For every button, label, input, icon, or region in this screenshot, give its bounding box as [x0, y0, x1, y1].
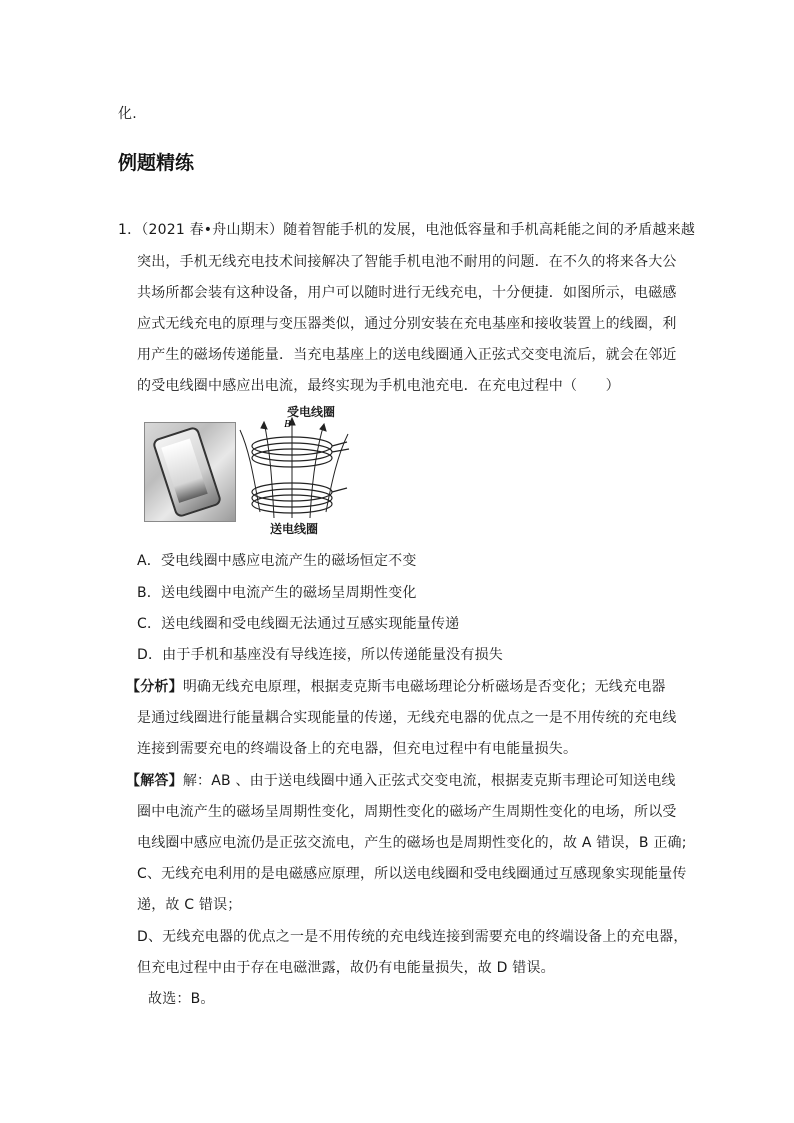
- coil-diagram: [142, 400, 374, 540]
- analysis-tag: 【分析】: [126, 679, 183, 695]
- analysis-line: 连接到需要充电的终端设备上的充电器，但充电过程中有电能量损失。: [137, 741, 578, 757]
- field-symbol: B: [284, 418, 291, 430]
- question-line: 1．（2021 春•舟山期末）随着智能手机的发展，电池低容量和手机高耗能之间的矛盾越来越: [118, 222, 696, 238]
- intro-tail: 化.: [118, 106, 137, 122]
- question-line: 共场所都会装有这种设备，用户可以随时进行无线充电，十分便捷．如图所示，电磁感: [137, 285, 677, 301]
- analysis-line: 明确无线充电原理，根据麦克斯韦电磁场理论分析磁场是否变化；无线充电器: [182, 679, 666, 695]
- receiver-coil: [252, 437, 349, 467]
- option-c: C．送电线圈和受电线圈无法通过互感实现能量传递: [137, 616, 460, 632]
- solution-line: C、无线充电利用的是电磁感应原理，所以送电线圈和受电线圈通过互感现象实现能量传: [137, 866, 687, 882]
- receiver-coil-label: 受电线圈: [287, 405, 336, 419]
- option-d: D．由于手机和基座没有导线连接，所以传递能量没有损失: [137, 647, 503, 663]
- solution-line: 但充电过程中由于存在电磁泄露，故仍有电能量损失，故 D 错误。: [137, 960, 555, 976]
- section-title: 例题精练: [118, 152, 195, 174]
- solution-line: 解：AB 、由于送电线圈中通入正弦式交变电流，根据麦克斯韦理论可知送电线: [182, 773, 676, 789]
- solution-tag: 【解答】: [126, 773, 183, 789]
- solution-line: 电线圈中感应电流仍是正弦交流电，产生的磁场也是周期性变化的，故 A 错误，B 正确;: [137, 835, 687, 851]
- question-line: 用产生的磁场传递能量．当充电基座上的送电线圈通入正弦式交变电流后，就会在邻近: [137, 347, 677, 363]
- final-answer: 故选：B。: [148, 991, 215, 1007]
- option-a: A．受电线圈中感应电流产生的磁场恒定不变: [137, 553, 417, 569]
- question-line: 应式无线充电的原理与变压器类似，通过分别安装在充电基座和接收装置上的线圈，利: [137, 316, 677, 332]
- transmitter-coil-label: 送电线圈: [270, 522, 319, 536]
- question-line: 的受电线圈中感应出电流，最终实现为手机电池充电．在充电过程中（ ）: [137, 378, 620, 394]
- question-line: 突出，手机无线充电技术间接解决了智能手机电池不耐用的问题．在不久的将来各大公: [137, 254, 677, 270]
- solution-line: 圈中电流产生的磁场呈周期性变化，周期性变化的磁场产生周期性变化的电场，所以受: [137, 804, 677, 820]
- wireless-charging-figure: [142, 400, 374, 540]
- transmitter-coil: [252, 483, 347, 513]
- solution-line: 递，故 C 错误；: [137, 897, 242, 913]
- analysis-line: 是通过线圈进行能量耦合实现能量的传递，无线充电器的优点之一是不用传统的充电线: [137, 710, 677, 726]
- solution-line: D、无线充电器的优点之一是不用传统的充电线连接到需要充电的终端设备上的充电器，: [137, 929, 688, 945]
- option-b: B．送电线圈中电流产生的磁场呈周期性变化: [137, 585, 417, 601]
